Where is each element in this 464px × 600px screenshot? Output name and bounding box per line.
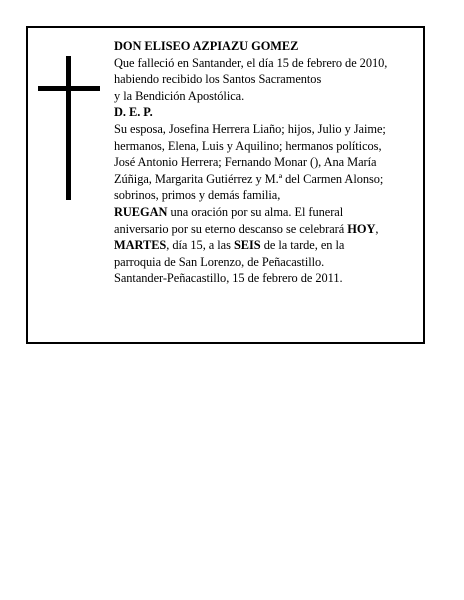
request-text: , — [375, 221, 379, 236]
request-text: , día 15, a las — [166, 238, 234, 253]
request-line — [114, 221, 422, 238]
hoy-word: HOY — [347, 221, 376, 236]
family-line: Zúñiga, Margarita Gutiérrez y M.ª del Carmen Alonso; — [114, 171, 384, 186]
obituary-notice — [26, 26, 425, 344]
family-line: Su esposa, Josefina Herrera Liaño; hijos, Julio y Jaime; — [114, 121, 386, 136]
cross-vertical-bar — [66, 56, 71, 200]
family-line: sobrinos, primos y demás familia, — [114, 188, 281, 203]
family-line: hermanos, Elena, Luis y Aquilino; hermanos políticos, — [114, 138, 382, 153]
cross-horizontal-bar — [38, 86, 100, 91]
deceased-name: DON ELISEO AZPIAZU GOMEZ — [114, 39, 299, 53]
notice-text — [114, 38, 422, 287]
cross-icon — [38, 56, 100, 200]
death-line: y la Bendición Apostólica. — [114, 88, 245, 103]
death-line: Que falleció en Santander, el día 15 de febrero de 2010, — [114, 55, 388, 70]
request-line — [114, 204, 422, 221]
request-line: parroquia de San Lorenzo, de Peñacastillo. — [114, 254, 325, 269]
dep-heading: D. E. P. — [114, 105, 153, 120]
request-line — [114, 237, 422, 254]
martes-word: MARTES — [114, 238, 167, 253]
request-text: de la tarde, en la — [260, 238, 345, 253]
place-date: Santander-Peñacastillo, 15 de febrero de 2011. — [114, 271, 343, 286]
request-text: aniversario por su eterno descanso se celebrará — [114, 221, 348, 236]
request-text: una oración por su alma. El funeral — [167, 204, 344, 219]
ruegan-word: RUEGAN — [114, 204, 168, 219]
seis-word: SEIS — [233, 238, 261, 253]
death-line: habiendo recibido los Santos Sacramentos — [114, 72, 322, 87]
family-line: José Antonio Herrera; Fernando Monar (), Ana María — [114, 155, 377, 170]
